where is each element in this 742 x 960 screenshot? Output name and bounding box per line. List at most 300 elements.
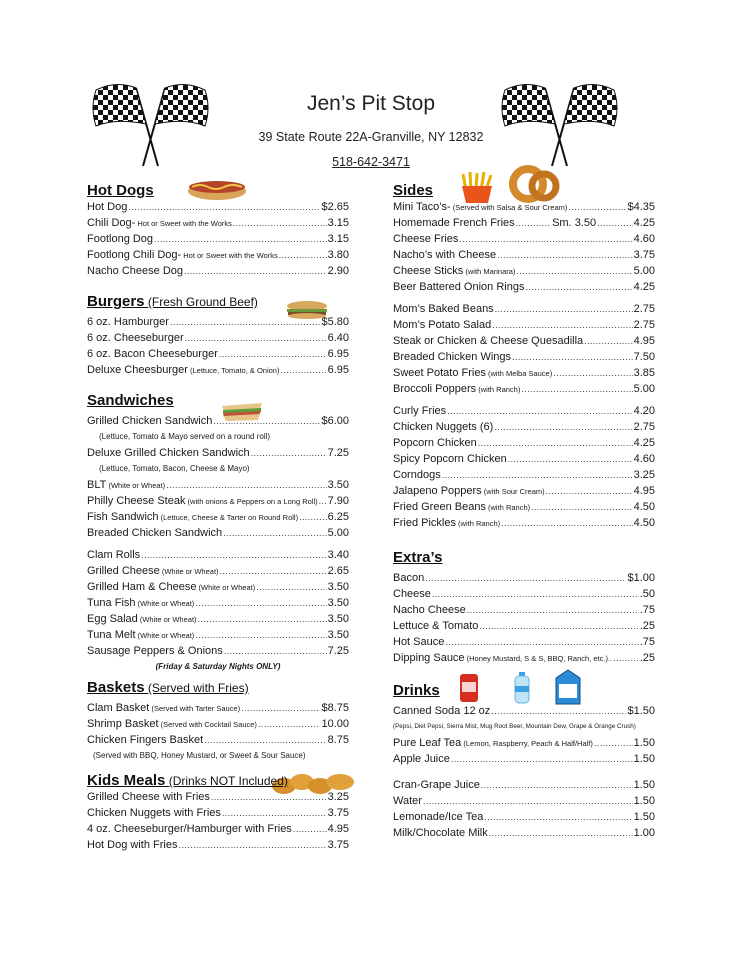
menu-item-label: Bacon — [393, 572, 425, 584]
menu-item-price: 3.50 — [327, 581, 349, 593]
menu-item-label: Shrimp Basket — [87, 718, 159, 730]
leader-dots — [198, 611, 327, 627]
menu-item-price: 7.90 — [327, 495, 349, 507]
leader-dots — [154, 231, 327, 247]
address: 39 State Route 22A-Granville, NY 12832 — [258, 130, 484, 144]
menu-item-price: 1.50 — [633, 737, 655, 749]
menu-item-price: 3.80 — [327, 249, 349, 261]
menu-item-label: Popcorn Chicken — [393, 437, 477, 449]
menu-item-row — [87, 493, 349, 509]
menu-item-name — [393, 515, 500, 532]
menu-item-label: Milk/Chocolate Milk — [393, 827, 488, 839]
menu-item-name — [393, 199, 567, 216]
menu-item-price: 4.95 — [633, 485, 655, 497]
menu-item-price: 10.00 — [321, 718, 349, 730]
menu-item-row — [393, 215, 655, 231]
menu-item-label: Canned Soda 12 oz — [393, 705, 491, 717]
menu-item-label: Cran-Grape Juice — [393, 779, 480, 791]
menu-item-row — [87, 314, 349, 330]
menu-item-label: Mini Taco’s- — [393, 201, 451, 213]
menu-item-label: Footlong Chili Dog- — [87, 249, 182, 261]
menu-item-price: 5.00 — [633, 383, 655, 395]
menu-item-row — [87, 477, 349, 493]
menu-item-label: Philly Cheese Steak — [87, 495, 186, 507]
kids-meals-heading: Kids Meals (Drinks NOT Included) — [87, 772, 288, 789]
menu-item-name — [393, 403, 446, 419]
menu-item-price: 4.25 — [633, 437, 655, 449]
menu-item-note: (Lettuce, Cheese & Tarter on Round Roll) — [158, 513, 299, 522]
menu-item-note: (with onions & Peppers on a Long Roll) — [185, 497, 318, 506]
menu-item-note: (with Sour Cream) — [481, 487, 545, 496]
menu-item-name — [87, 643, 223, 659]
friday-note: (Friday & Saturday Nights ONLY) — [155, 662, 281, 671]
leader-dots — [423, 793, 633, 809]
menu-right-column — [393, 182, 655, 841]
menu-item-name — [393, 365, 552, 382]
deluxe-note: (Lettuce, Tomato, Bacon, Cheese & Mayo) — [99, 464, 250, 473]
menu-item-name — [87, 362, 279, 379]
menu-item-row — [87, 563, 349, 579]
menu-item-name — [87, 199, 127, 215]
menu-item-price: $1.00 — [627, 572, 655, 584]
menu-item-price: $6.00 — [321, 415, 349, 427]
menu-item-price: 3.85 — [633, 367, 655, 379]
menu-item-label: Pure Leaf Tea — [393, 737, 462, 749]
menu-item-row — [393, 381, 655, 397]
menu-item-row — [393, 483, 655, 499]
leader-dots — [442, 467, 633, 483]
menu-item-label: Jalapeno Poppers — [393, 485, 482, 497]
leader-dots — [233, 215, 327, 231]
menu-item-note: (Lemon, Raspberry, Peach & Half/Half) — [461, 739, 593, 748]
drinks-list — [393, 735, 655, 767]
menu-item-row — [87, 445, 349, 461]
grilled-chicken-note: (Lettuce, Tomato & Mayo served on a round roll) — [99, 432, 271, 441]
sides-list — [393, 199, 655, 295]
leader-dots — [211, 789, 327, 805]
menu-item-price: 3.50 — [327, 613, 349, 625]
menu-item-row — [87, 215, 349, 231]
menu-item-label: Nacho’s with Cheese — [393, 249, 497, 261]
menu-item-label: Cheese — [393, 588, 431, 600]
baskets-list — [87, 700, 349, 748]
menu-item-name — [87, 525, 222, 541]
leader-dots — [531, 499, 632, 515]
sides-list-3 — [393, 403, 655, 531]
menu-item-note: (with Melba Sauce) — [485, 369, 553, 378]
menu-item-row — [87, 611, 349, 627]
menu-item-price: 3.75 — [327, 807, 349, 819]
menu-item-label: Fried Green Beans — [393, 501, 486, 513]
page-title: Jen’s Pit Stop — [306, 92, 436, 115]
menu-item-name — [87, 247, 278, 264]
menu-item-price: 3.40 — [327, 549, 349, 561]
leader-dots — [293, 821, 327, 837]
leader-dots — [279, 247, 327, 263]
leader-dots — [213, 413, 320, 429]
leader-dots — [546, 483, 633, 499]
menu-item-label: Grilled Chicken Sandwich — [87, 415, 213, 427]
menu-item-label: Steak or Chicken & Cheese Quesadilla — [393, 335, 584, 347]
leader-dots — [141, 547, 326, 563]
menu-item-label: Sweet Potato Fries — [393, 367, 486, 379]
leader-dots — [224, 643, 327, 659]
menu-item-row — [393, 777, 655, 793]
menu-item-note: (White or Wheat) — [159, 567, 219, 576]
menu-item-row — [87, 231, 349, 247]
menu-item-row — [393, 499, 655, 515]
menu-item-row — [87, 627, 349, 643]
menu-item-name — [87, 413, 212, 429]
menu-item-label: Clam Basket — [87, 702, 150, 714]
menu-item-name — [393, 825, 488, 841]
menu-item-label: Tuna Fish — [87, 597, 136, 609]
leader-dots — [481, 777, 633, 793]
menu-item-row — [87, 700, 349, 716]
leader-dots — [223, 525, 326, 541]
menu-item-name — [393, 247, 496, 263]
menu-item-label: Chili Dog- — [87, 217, 136, 229]
menu-item-note: (White or Wheat) — [135, 631, 195, 640]
menu-item-row — [87, 413, 349, 429]
menu-item-row — [87, 199, 349, 215]
menu-item-row — [393, 825, 655, 841]
menu-item-name — [393, 435, 477, 451]
menu-item-name — [393, 618, 478, 634]
leader-dots — [222, 805, 327, 821]
menu-item-name — [87, 732, 203, 748]
menu-item-price: 7.50 — [633, 351, 655, 363]
baskets-heading: Baskets (Served with Fries) — [87, 679, 249, 696]
menu-item-row — [87, 330, 349, 346]
menu-item-note: Hot or Sweet with the Works — [181, 251, 278, 260]
menu-item-row — [87, 732, 349, 748]
menu-item-note: Hot or Sweet with the Works — [135, 219, 232, 228]
menu-item-row — [87, 821, 349, 837]
menu-item-row — [393, 570, 655, 586]
menu-item-label: Dipping Sauce — [393, 652, 465, 664]
menu-item-price: 4.50 — [633, 501, 655, 513]
menu-item-name — [87, 805, 221, 821]
menu-item-row — [393, 419, 655, 435]
menu-item-label: Fried Pickles — [393, 517, 456, 529]
menu-item-price: 2.65 — [327, 565, 349, 577]
menu-item-row — [393, 199, 655, 215]
menu-item-label: Beer Battered Onion Rings — [393, 281, 525, 293]
menu-item-row — [393, 301, 655, 317]
menu-item-row — [87, 509, 349, 525]
menu-item-price: 4.95 — [633, 335, 655, 347]
menu-item-row — [393, 809, 655, 825]
leader-dots — [432, 586, 639, 602]
menu-item-name — [87, 579, 255, 596]
menu-item-row — [87, 362, 349, 378]
leader-dots — [425, 570, 626, 586]
menu-left-column — [87, 182, 349, 853]
menu-item-label: Chicken Nuggets (6) — [393, 421, 494, 433]
menu-item-price: Sm. 3.50 — [552, 217, 597, 229]
menu-item-price: 3.15 — [327, 233, 349, 245]
menu-item-price: 4.60 — [633, 233, 655, 245]
menu-item-label: Cheese Fries — [393, 233, 459, 245]
menu-item-row — [87, 716, 349, 732]
menu-item-row — [393, 634, 655, 650]
menu-item-name — [393, 419, 493, 435]
leader-dots — [597, 215, 632, 231]
menu-item-price: 6.25 — [327, 511, 349, 523]
menu-item-price: 5.00 — [633, 265, 655, 277]
menu-item-note: (White or Wheat) — [137, 615, 197, 624]
menu-item-name — [87, 821, 292, 837]
leader-dots — [204, 732, 326, 748]
menu-item-price: 3.25 — [327, 791, 349, 803]
menu-item-price: 8.75 — [327, 734, 349, 746]
leader-dots — [516, 215, 551, 231]
menu-item-name — [393, 483, 545, 500]
menu-item-name — [393, 333, 583, 349]
leader-dots — [494, 419, 632, 435]
menu-item-row — [393, 650, 655, 666]
menu-item-name — [393, 467, 441, 483]
leader-dots — [525, 279, 632, 295]
menu-item-price-large: 4.25 — [633, 217, 655, 229]
menu-item-price: .25 — [639, 620, 655, 632]
leader-dots — [594, 735, 633, 751]
menu-item-note: (Served with Tarter Sauce) — [149, 704, 241, 713]
menu-item-name — [393, 349, 511, 365]
menu-item-label: Lemonade/Ice Tea — [393, 811, 484, 823]
leader-dots — [584, 333, 632, 349]
menu-item-name — [87, 789, 210, 805]
menu-item-label: Mom’s Baked Beans — [393, 303, 494, 315]
phone-number[interactable]: 518-642-3471 — [332, 155, 410, 169]
menu-item-price: $4.35 — [627, 201, 655, 213]
leader-dots — [185, 330, 327, 346]
leader-dots — [170, 314, 321, 330]
menu-item-row — [393, 751, 655, 767]
menu-item-price: 4.50 — [633, 517, 655, 529]
menu-item-label: Nacho Cheese Dog — [87, 265, 184, 277]
leader-dots — [497, 247, 632, 263]
menu-item-label: Grilled Ham & Cheese — [87, 581, 197, 593]
menu-item-label: Homemade French Fries — [393, 217, 515, 229]
menu-item-price: 3.75 — [327, 839, 349, 851]
menu-item-price: .75 — [639, 636, 655, 648]
menu-item-price: 1.50 — [633, 753, 655, 765]
menu-item-price: $1.50 — [627, 705, 655, 717]
menu-item-price: 6.40 — [327, 332, 349, 344]
menu-item-row — [87, 547, 349, 563]
leader-dots — [508, 451, 633, 467]
menu-item-price: $8.75 — [321, 702, 349, 714]
menu-item-note: (Honey Mustard, S & S, BBQ, Ranch, etc.).. — [464, 654, 613, 663]
menu-item-row — [393, 467, 655, 483]
menu-item-name — [393, 215, 515, 231]
menu-item-price: .50 — [639, 588, 655, 600]
menu-item-name — [87, 445, 250, 461]
menu-item-label: Broccoli Poppers — [393, 383, 477, 395]
menu-item-name — [87, 314, 169, 330]
menu-item-row — [87, 525, 349, 541]
menu-item-price: .25 — [639, 652, 655, 664]
menu-item-price: $2.65 — [321, 201, 349, 213]
menu-item-label: Breaded Chicken Wings — [393, 351, 512, 363]
leader-dots — [478, 435, 633, 451]
menu-item-name — [87, 563, 219, 580]
menu-item-label: Clam Rolls — [87, 549, 141, 561]
leader-dots — [256, 579, 326, 595]
menu-item-row — [393, 333, 655, 349]
menu-item-name — [393, 703, 490, 719]
menu-item-label: Fish Sandwich — [87, 511, 159, 523]
leader-dots — [251, 445, 327, 461]
soda-note: (Pepsi, Diet Pepsi, Sierra Mist, Mug Root Beer, Mountain Dew, Grape & Orange Crush) — [393, 723, 636, 730]
menu-item-name — [87, 231, 153, 247]
menu-item-label: 6 oz. Hamburger — [87, 316, 169, 328]
menu-item-label: Water — [393, 795, 422, 807]
menu-item-label: Tuna Melt — [87, 629, 136, 641]
menu-item-label: Spicy Popcorn Chicken — [393, 453, 507, 465]
menu-item-price: 6.95 — [327, 364, 349, 376]
menu-item-price: 3.75 — [633, 249, 655, 261]
leader-dots — [299, 509, 327, 525]
menu-item-price: .75 — [639, 604, 655, 616]
leader-dots — [258, 716, 321, 732]
leader-dots — [241, 700, 320, 716]
menu-item-note: (with Ranch) — [455, 519, 501, 528]
leader-dots — [319, 493, 327, 509]
menu-item-label: Hot Dog — [87, 201, 128, 213]
sides-heading: Sides — [393, 182, 434, 199]
menu-item-name — [87, 215, 232, 232]
deluxe-grilled-chicken-row — [87, 445, 349, 461]
menu-item-row — [393, 735, 655, 751]
leader-dots — [512, 349, 633, 365]
menu-item-name — [393, 317, 491, 333]
drinks-heading: Drinks — [393, 682, 440, 699]
menu-item-row — [87, 643, 349, 659]
menu-item-row — [87, 837, 349, 853]
menu-item-price: 3.50 — [327, 597, 349, 609]
leader-dots — [568, 199, 626, 215]
menu-item-price: 7.25 — [327, 645, 349, 657]
menu-item-name — [393, 231, 458, 247]
menu-item-price: 3.15 — [327, 217, 349, 229]
menu-item-price: 4.95 — [327, 823, 349, 835]
leader-dots — [451, 751, 633, 767]
menu-item-label: Egg Salad — [87, 613, 138, 625]
menu-item-row — [393, 231, 655, 247]
menu-item-note: (White or Wheat) — [135, 599, 195, 608]
leader-dots — [613, 650, 639, 666]
menu-item-label: Chicken Fingers Basket — [87, 734, 204, 746]
menu-item-label: Footlong Dog — [87, 233, 154, 245]
leader-dots — [195, 595, 326, 611]
menu-item-name — [87, 595, 194, 612]
menu-item-note: (White or Wheat) — [196, 583, 256, 592]
menu-item-price: 3.50 — [327, 629, 349, 641]
menu-item-label: Hot Sauce — [393, 636, 445, 648]
leader-dots — [489, 825, 633, 841]
drinks-list-2 — [393, 777, 655, 841]
burgers-list — [87, 314, 349, 378]
baskets-note: (Served with BBQ, Honey Mustard, or Sweet & Sour Sauce) — [93, 751, 306, 760]
menu-item-label: Deluxe Grilled Chicken Sandwich — [87, 447, 250, 459]
kids-meals-list — [87, 789, 349, 853]
leader-dots — [280, 362, 326, 378]
menu-item-note: (Served with Cocktail Sauce) — [158, 720, 257, 729]
menu-item-row — [393, 263, 655, 279]
menu-item-label: Nacho Cheese — [393, 604, 466, 616]
leader-dots — [219, 346, 327, 362]
menu-item-price: 4.60 — [633, 453, 655, 465]
grilled-chicken-sandwich-row — [87, 413, 349, 429]
leader-dots — [484, 809, 632, 825]
leader-dots — [492, 317, 632, 333]
menu-item-name — [87, 700, 240, 717]
menu-item-price: 5.00 — [327, 527, 349, 539]
menu-item-price: 3.50 — [327, 479, 349, 491]
menu-item-name — [393, 751, 450, 767]
menu-item-note: (with Ranch) — [485, 503, 531, 512]
menu-item-row — [393, 435, 655, 451]
menu-item-row — [393, 403, 655, 419]
menu-item-name — [393, 777, 480, 793]
menu-item-name — [87, 627, 194, 644]
leader-dots — [128, 199, 320, 215]
menu-item-label: 6 oz. Bacon Cheeseburger — [87, 348, 218, 360]
menu-item-label: Corndogs — [393, 469, 441, 481]
leader-dots — [195, 627, 326, 643]
menu-item-name — [87, 346, 218, 362]
menu-item-price: 4.25 — [633, 281, 655, 293]
menu-item-name — [393, 279, 524, 295]
menu-item-row — [393, 515, 655, 531]
menu-item-name — [393, 634, 444, 650]
menu-item-name — [87, 477, 165, 494]
menu-item-price: 1.00 — [633, 827, 655, 839]
menu-item-row — [393, 586, 655, 602]
menu-item-row — [393, 247, 655, 263]
menu-item-label: BLT — [87, 479, 107, 491]
menu-item-price: 6.95 — [327, 348, 349, 360]
leader-dots — [553, 365, 632, 381]
menu-item-label: Hot Dog with Fries — [87, 839, 178, 851]
leader-dots — [495, 301, 633, 317]
leader-dots — [516, 263, 632, 279]
menu-item-name — [393, 499, 530, 516]
menu-item-label: Chicken Nuggets with Fries — [87, 807, 221, 819]
leader-dots — [445, 634, 638, 650]
menu-item-name — [393, 602, 466, 618]
menu-item-name — [87, 493, 318, 510]
menu-item-row — [87, 579, 349, 595]
leader-dots — [467, 602, 639, 618]
menu-item-label: 4 oz. Cheeseburger/Hamburger with Fries — [87, 823, 292, 835]
leader-dots — [447, 403, 632, 419]
menu-item-row — [393, 349, 655, 365]
menu-item-price: 2.90 — [327, 265, 349, 277]
menu-item-note: (with Ranch) — [476, 385, 521, 394]
menu-item-note: (Lettuce, Tomato, & Onion) — [187, 366, 280, 375]
leader-dots — [521, 381, 632, 397]
menu-item-price: 1.50 — [633, 795, 655, 807]
menu-item-name — [87, 716, 257, 733]
menu-item-price: $5.80 — [321, 316, 349, 328]
menu-item-row — [87, 789, 349, 805]
menu-item-note: (White or Wheat) — [106, 481, 166, 490]
menu-item-name — [393, 263, 515, 280]
